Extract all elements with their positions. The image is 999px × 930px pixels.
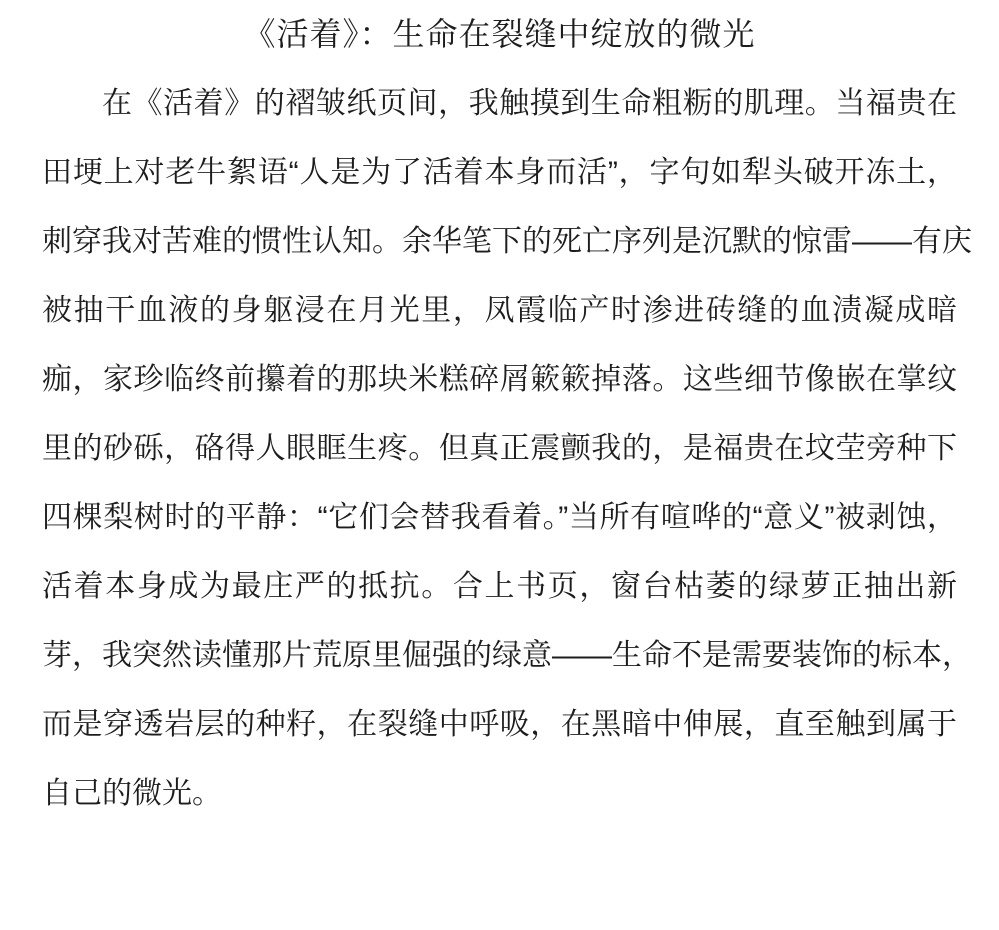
essay-paragraph: [42, 69, 972, 828]
paragraph-line: 里的砂砾，硌得人眼眶生疼。但真正震颤我的，是福贵在坟茔旁种下: [42, 432, 957, 465]
paragraph-line: 被抽干血液的身躯浸在月光里，凤霞临产时渗进砖缝的血渍凝成暗: [42, 294, 957, 327]
paragraph-line: 痂，家珍临终前攥着的那块米糕碎屑簌簌掉落。这些细节像嵌在掌纹: [42, 363, 957, 396]
paragraph-line: 四棵梨树时的平静：“它们会替我看着。”当所有喧哗的“意义”被剥蚀，: [42, 501, 957, 534]
paragraph-line: 在《活着》的褶皱纸页间，我触摸到生命粗粝的肌理。当福贵在: [102, 87, 957, 120]
essay-title: 《活着》：生命在裂缝中绽放的微光: [243, 16, 756, 52]
paragraph-line: 田埂上对老牛絮语“人是为了活着本身而活”，字句如犁头破开冻土，: [42, 156, 957, 189]
paragraph-line: 芽，我突然读懂那片荒原里倔强的绿意——生命不是需要装饰的标本，: [42, 639, 972, 672]
paragraph-line: 自己的微光。: [42, 777, 222, 810]
paragraph-line: 刺穿我对苦难的惯性认知。余华笔下的死亡序列是沉默的惊雷——有庆: [42, 225, 972, 258]
paragraph-line: 而是穿透岩层的种籽，在裂缝中呼吸，在黑暗中伸展，直至触到属于: [42, 708, 957, 741]
paragraph-line: 活着本身成为最庄严的抵抗。合上书页，窗台枯萎的绿萝正抽出新: [42, 570, 957, 603]
